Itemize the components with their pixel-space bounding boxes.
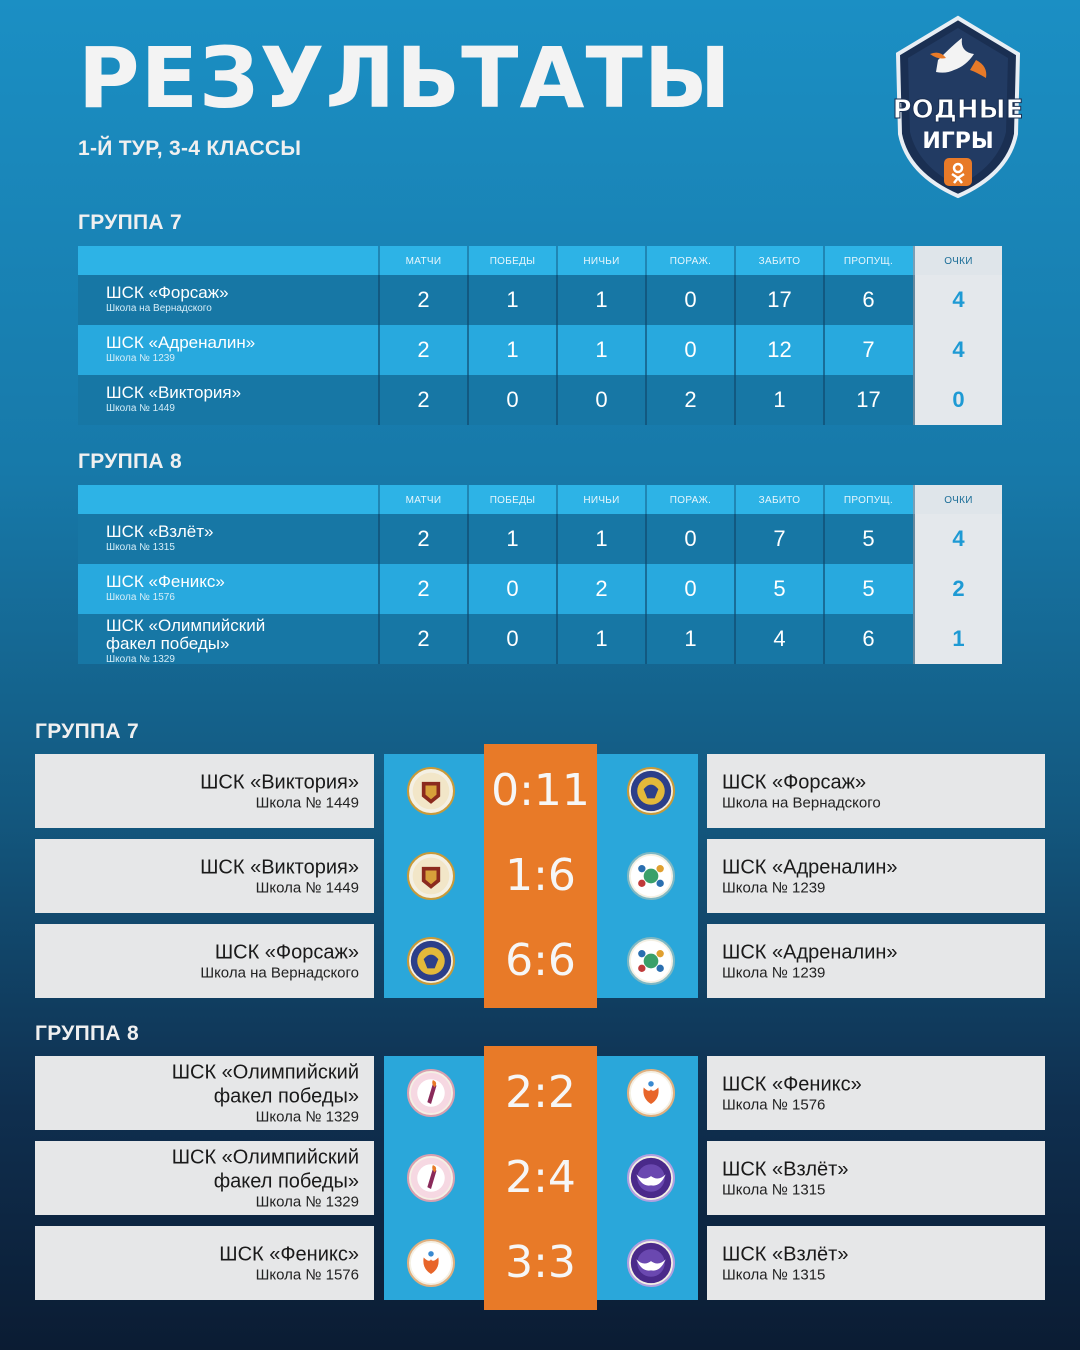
vzlet-emblem-icon [627,1154,675,1202]
table-header [78,485,1002,514]
cell-draws: 1 [556,275,645,325]
col-header-points: ОЧКИ [913,246,1002,275]
cell-losses: 0 [645,514,734,564]
team-school: Школа № 1239 [106,353,175,364]
cell-points: 4 [913,275,1002,325]
col-header-wins: ПОБЕДЫ [467,246,556,275]
cell-draws: 1 [556,614,645,664]
cell-wins: 0 [467,614,556,664]
cell-points: 0 [913,375,1002,425]
match-away-team: ШСК «Феникс» Школа № 1576 [707,1056,1045,1130]
col-header-points: ОЧКИ [913,485,1002,514]
col-header-matches: МАТЧИ [378,485,467,514]
cell-matches: 2 [378,614,467,664]
svg-text:РОДНЫЕ: РОДНЫЕ [892,95,1024,125]
table-row [78,325,1002,375]
cell-wins: 1 [467,275,556,325]
cell-losses: 0 [645,275,734,325]
col-header-losses: ПОРАЖ. [645,485,734,514]
page-title: РЕЗУЛЬТАТЫ [78,29,732,127]
cell-wins: 0 [467,375,556,425]
cell-scored: 17 [734,275,823,325]
table-row [78,564,1002,614]
match-score: 6:6 [505,935,576,986]
match-away-team: ШСК «Адреналин» Школа № 1239 [707,924,1045,998]
results-group-8-label: ГРУППА 8 [35,1022,139,1045]
cell-conceded: 5 [823,514,912,564]
cell-matches: 2 [378,275,467,325]
match-away-team: ШСК «Взлёт» Школа № 1315 [707,1141,1045,1215]
table-row [78,614,1002,664]
cell-matches: 2 [378,564,467,614]
cell-points: 4 [913,325,1002,375]
cell-points: 2 [913,564,1002,614]
cell-scored: 4 [734,614,823,664]
forsazh-emblem-icon [627,767,675,815]
cell-losses: 2 [645,375,734,425]
match-away-team: ШСК «Форсаж» Школа на Вернадского [707,754,1045,828]
feniks-emblem-icon [407,1239,455,1287]
svg-text:ИГРЫ: ИГРЫ [922,129,994,154]
cell-conceded: 6 [823,614,912,664]
team-name: ШСК «Форсаж» [106,283,229,302]
cell-scored: 7 [734,514,823,564]
forsazh-emblem-icon [407,937,455,985]
standings-group-7-label: ГРУППА 7 [78,211,182,234]
match-home-team: ШСК «Виктория» Школа № 1449 [35,754,374,828]
victoria-emblem-icon [407,852,455,900]
cell-matches: 2 [378,325,467,375]
match-home-team: ШСК «Олимпийский факел победы» Школа № 1329 [35,1141,374,1215]
table-row [78,275,1002,325]
team-school: Школа № 1315 [106,542,175,553]
cell-conceded: 5 [823,564,912,614]
cell-scored: 12 [734,325,823,375]
table-header [78,246,1002,275]
table-row [78,375,1002,425]
adrenalin-emblem-icon [627,852,675,900]
match-away-team: ШСК «Взлёт» Школа № 1315 [707,1226,1045,1300]
adrenalin-emblem-icon [627,937,675,985]
match-home-team: ШСК «Феникс» Школа № 1576 [35,1226,374,1300]
cell-scored: 5 [734,564,823,614]
match-score: 0:11 [491,765,590,816]
team-school: Школа № 1329 [106,654,175,665]
match-away-team: ШСК «Адреналин» Школа № 1239 [707,839,1045,913]
vzlet-emblem-icon [627,1239,675,1287]
match-home-team: ШСК «Форсаж» Школа на Вернадского [35,924,374,998]
team-name: ШСК «Взлёт» [106,522,214,541]
cell-wins: 1 [467,514,556,564]
cell-conceded: 6 [823,275,912,325]
results-group-7-label: ГРУППА 7 [35,720,139,743]
match-score: 3:3 [505,1237,576,1288]
team-school: Школа на Вернадского [106,303,212,314]
olimpiyskiy-emblem-icon [407,1154,455,1202]
team-name: ШСК «Виктория» [106,383,242,402]
match-score: 2:4 [505,1152,576,1203]
team-name: ШСК «Феникс» [106,572,225,591]
team-name: ШСК «Адреналин» [106,333,256,352]
standings-table-group-8 [78,485,1002,664]
cell-draws: 1 [556,325,645,375]
col-header-draws: НИЧЬИ [556,485,645,514]
match-home-team: ШСК «Олимпийский факел победы» Школа № 1329 [35,1056,374,1130]
col-header-wins: ПОБЕДЫ [467,485,556,514]
team-school: Школа № 1576 [106,592,175,603]
cell-losses: 0 [645,564,734,614]
team-school: Школа № 1449 [106,403,175,414]
cell-losses: 0 [645,325,734,375]
page-subtitle: 1-Й ТУР, 3-4 КЛАССЫ [78,137,302,160]
cell-losses: 1 [645,614,734,664]
cell-wins: 1 [467,325,556,375]
team-name: ШСК «Олимпийский факел победы» [106,616,266,653]
feniks-emblem-icon [627,1069,675,1117]
rodnye-igry-logo [890,14,1026,200]
match-score: 1:6 [505,850,576,901]
cell-points: 4 [913,514,1002,564]
cell-conceded: 17 [823,375,912,425]
col-header-losses: ПОРАЖ. [645,246,734,275]
match-home-team: ШСК «Виктория» Школа № 1449 [35,839,374,913]
col-header-draws: НИЧЬИ [556,246,645,275]
col-header-scored: ЗАБИТО [734,485,823,514]
cell-matches: 2 [378,375,467,425]
col-header-matches: МАТЧИ [378,246,467,275]
table-row [78,514,1002,564]
victoria-emblem-icon [407,767,455,815]
cell-conceded: 7 [823,325,912,375]
standings-group-8-label: ГРУППА 8 [78,450,182,473]
match-score: 2:2 [505,1067,576,1118]
cell-draws: 0 [556,375,645,425]
col-header-conceded: ПРОПУЩ. [823,485,912,514]
cell-draws: 1 [556,514,645,564]
cell-draws: 2 [556,564,645,614]
col-header-conceded: ПРОПУЩ. [823,246,912,275]
standings-table-group-7 [78,246,1002,425]
cell-scored: 1 [734,375,823,425]
cell-matches: 2 [378,514,467,564]
olimpiyskiy-emblem-icon [407,1069,455,1117]
cell-wins: 0 [467,564,556,614]
cell-points: 1 [913,614,1002,664]
col-header-scored: ЗАБИТО [734,246,823,275]
